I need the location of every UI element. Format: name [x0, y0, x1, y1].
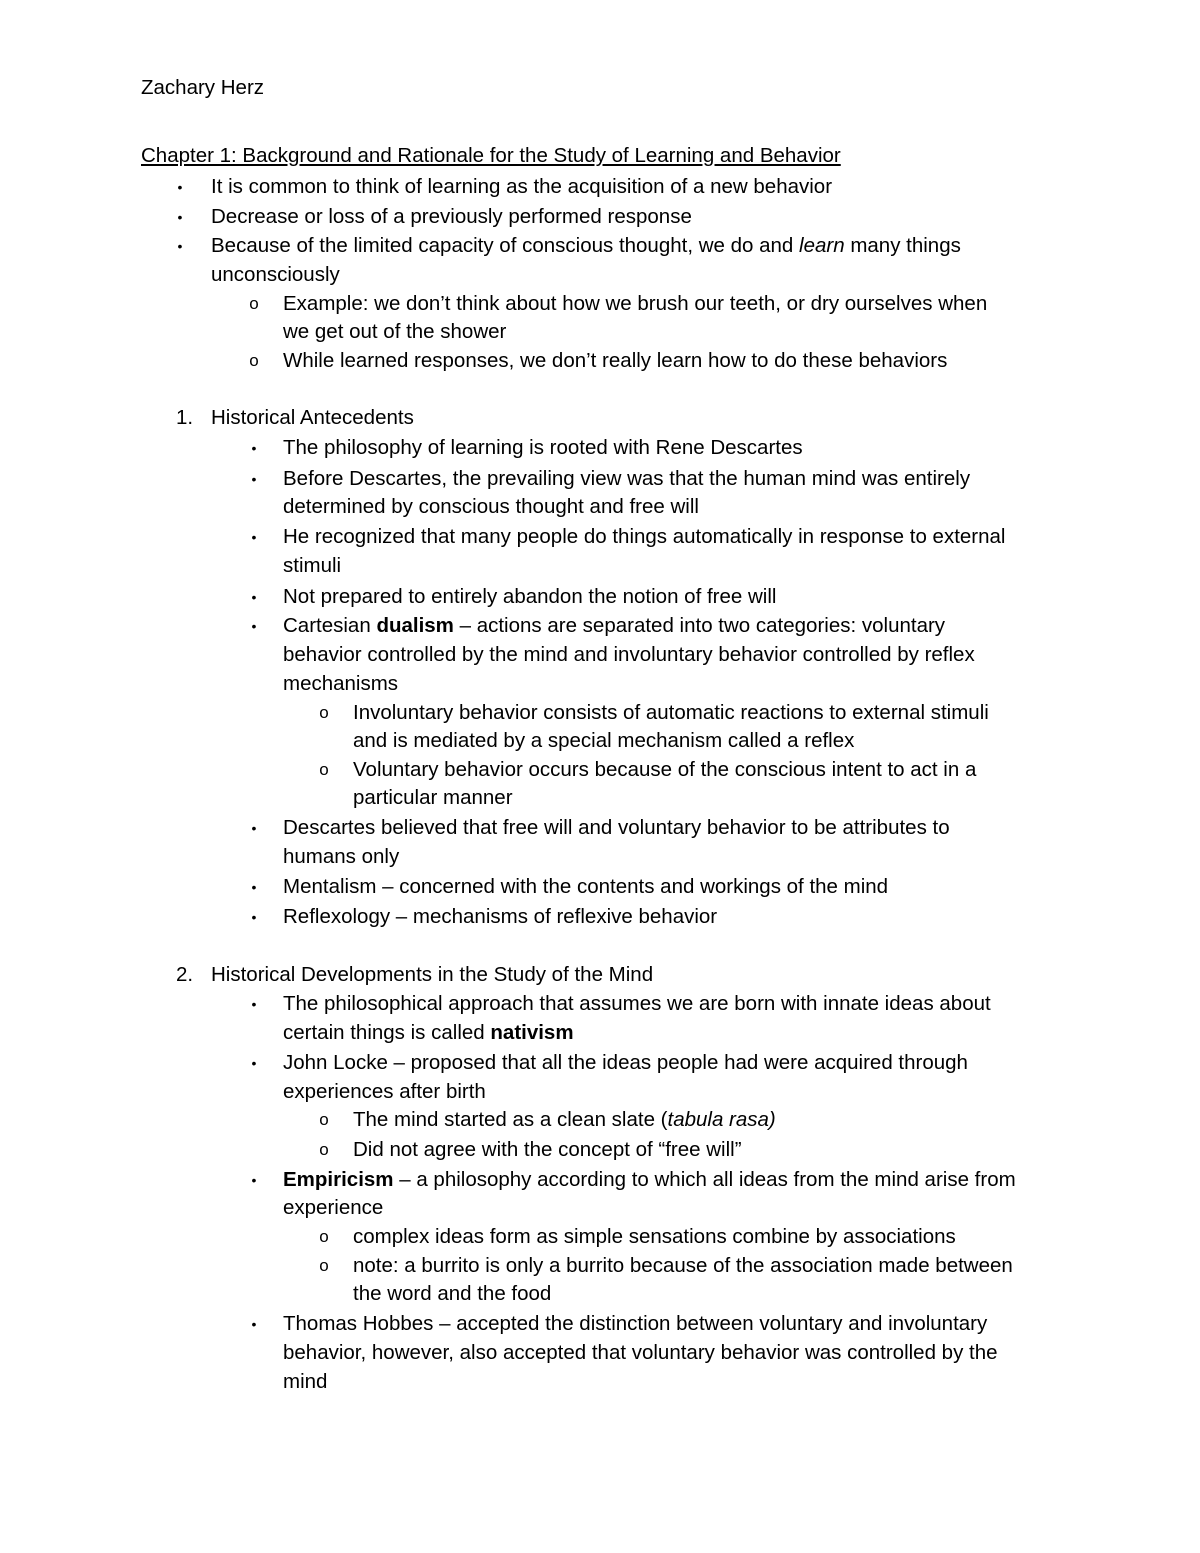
sub-bullet-marker: o: [319, 1140, 329, 1159]
bullet-marker: •: [251, 879, 257, 895]
s1-bullet-5-cont-2: mechanisms: [283, 672, 399, 695]
s1-bullet-5-text: – actions are separated into two categories: voluntary: [453, 614, 946, 637]
sub-bullet-marker: o: [319, 760, 329, 779]
bullet-marker: •: [251, 1055, 257, 1071]
bullet-marker: •: [251, 440, 257, 456]
s1-bullet-5: [283, 614, 945, 638]
s2-sub-3: complex ideas form as simple sensations combine by associations: [353, 1225, 956, 1248]
intro-sub-1: Example: we don’t think about how we brush our teeth, or dry ourselves when: [283, 292, 988, 315]
s1-sub-1: Involuntary behavior consists of automatic reactions to external stimuli: [353, 701, 989, 724]
bullet-marker: •: [251, 1316, 257, 1332]
s2-bullet-4-cont-1: behavior, however, also accepted that voluntary behavior was controlled by the: [283, 1341, 998, 1364]
term-tabula-rasa: tabula rasa): [667, 1108, 776, 1131]
s2-bullet-3-cont: experience: [283, 1196, 384, 1219]
bullet-marker: •: [251, 471, 257, 487]
term-nativism: nativism: [490, 1021, 574, 1044]
s1-bullet-1: The philosophy of learning is rooted with Rene Descartes: [283, 436, 803, 459]
s2-bullet-3-text: – a philosophy according to which all ideas from the mind arise from: [393, 1168, 1016, 1191]
section-2-title: Historical Developments in the Study of the Mind: [211, 963, 654, 986]
section-1-title: Historical Antecedents: [211, 406, 414, 429]
sub-bullet-marker: o: [249, 294, 259, 313]
bullet-marker: •: [177, 238, 183, 254]
section-1-number: 1.: [176, 406, 194, 429]
bullet-marker: •: [251, 618, 257, 634]
s2-sub-2: Did not agree with the concept of “free will”: [353, 1138, 742, 1161]
bullet-marker: •: [251, 589, 257, 605]
s2-bullet-3: [283, 1168, 1016, 1192]
s2-sub-1-text: The mind started as a clean slate (: [353, 1108, 668, 1131]
intro-bullet-3-cont: unconsciously: [211, 263, 340, 286]
s2-bullet-4: Thomas Hobbes – accepted the distinction between voluntary and involuntary: [283, 1312, 988, 1335]
sub-bullet-marker: o: [319, 1110, 329, 1129]
intro-bullet-3-emphasis: learn: [799, 234, 845, 257]
intro-bullet-1: It is common to think of learning as the acquisition of a new behavior: [211, 175, 833, 198]
bullet-marker: •: [251, 996, 257, 1012]
s1-bullet-2: Before Descartes, the prevailing view was that the human mind was entirely: [283, 467, 971, 490]
s1-bullet-2-cont: determined by conscious thought and free will: [283, 495, 699, 518]
s1-bullet-6: Descartes believed that free will and voluntary behavior to be attributes to: [283, 816, 950, 839]
sub-bullet-marker: o: [249, 351, 259, 370]
s2-sub-1: [353, 1108, 776, 1132]
sub-bullet-marker: o: [319, 1227, 329, 1246]
s1-sub-2: Voluntary behavior occurs because of the conscious intent to act in a: [353, 758, 977, 781]
bullet-marker: •: [251, 529, 257, 545]
s1-bullet-5-prefix: Cartesian: [283, 614, 377, 637]
intro-sub-1-cont: we get out of the shower: [283, 320, 507, 343]
term-dualism: dualism: [376, 614, 454, 637]
s1-bullet-3-cont: stimuli: [283, 554, 342, 577]
bullet-marker: •: [177, 179, 183, 195]
sub-bullet-marker: o: [319, 703, 329, 722]
s1-sub-1-cont: and is mediated by a special mechanism called a reflex: [353, 729, 855, 752]
s2-bullet-2: John Locke – proposed that all the ideas people had were acquired through: [283, 1051, 968, 1074]
bullet-marker: •: [251, 909, 257, 925]
term-empiricism: Empiricism: [283, 1168, 394, 1191]
s1-bullet-7: Mentalism – concerned with the contents and workings of the mind: [283, 875, 889, 898]
intro-bullet-3-text-b: many things: [844, 234, 961, 257]
s1-bullet-4: Not prepared to entirely abandon the notion of free will: [283, 585, 777, 608]
section-2-number: 2.: [176, 963, 194, 986]
author-name: Zachary Herz: [141, 76, 265, 99]
bullet-marker: •: [251, 820, 257, 836]
s2-bullet-4-cont-2: mind: [283, 1370, 328, 1393]
bullet-marker: •: [177, 209, 183, 225]
chapter-title: Chapter 1: Background and Rationale for the Study of Learning and Behavior: [141, 144, 841, 167]
s2-bullet-1-text: certain things is called: [283, 1021, 491, 1044]
intro-sub-2: While learned responses, we don’t really learn how to do these behaviors: [283, 349, 948, 372]
s1-bullet-3: He recognized that many people do things automatically in response to external: [283, 525, 1006, 548]
s1-bullet-8: Reflexology – mechanisms of reflexive behavior: [283, 905, 718, 928]
s2-bullet-1-cont: [283, 1021, 574, 1045]
s1-bullet-6-cont: humans only: [283, 845, 400, 868]
bullet-marker: •: [251, 1172, 257, 1188]
s1-sub-2-cont: particular manner: [353, 786, 513, 809]
s1-bullet-5-cont-1: behavior controlled by the mind and involuntary behavior controlled by reflex: [283, 643, 975, 666]
s2-sub-4: note: a burrito is only a burrito because of the association made between: [353, 1254, 1013, 1277]
s2-bullet-2-cont: experiences after birth: [283, 1080, 486, 1103]
sub-bullet-marker: o: [319, 1256, 329, 1275]
intro-bullet-3-text-a: Because of the limited capacity of conscious thought, we do and: [211, 234, 800, 257]
intro-bullet-2: Decrease or loss of a previously performed response: [211, 205, 692, 228]
s2-sub-4-cont: the word and the food: [353, 1282, 552, 1305]
s2-bullet-1: The philosophical approach that assumes we are born with innate ideas about: [283, 992, 991, 1015]
intro-bullet-3: [211, 234, 961, 258]
